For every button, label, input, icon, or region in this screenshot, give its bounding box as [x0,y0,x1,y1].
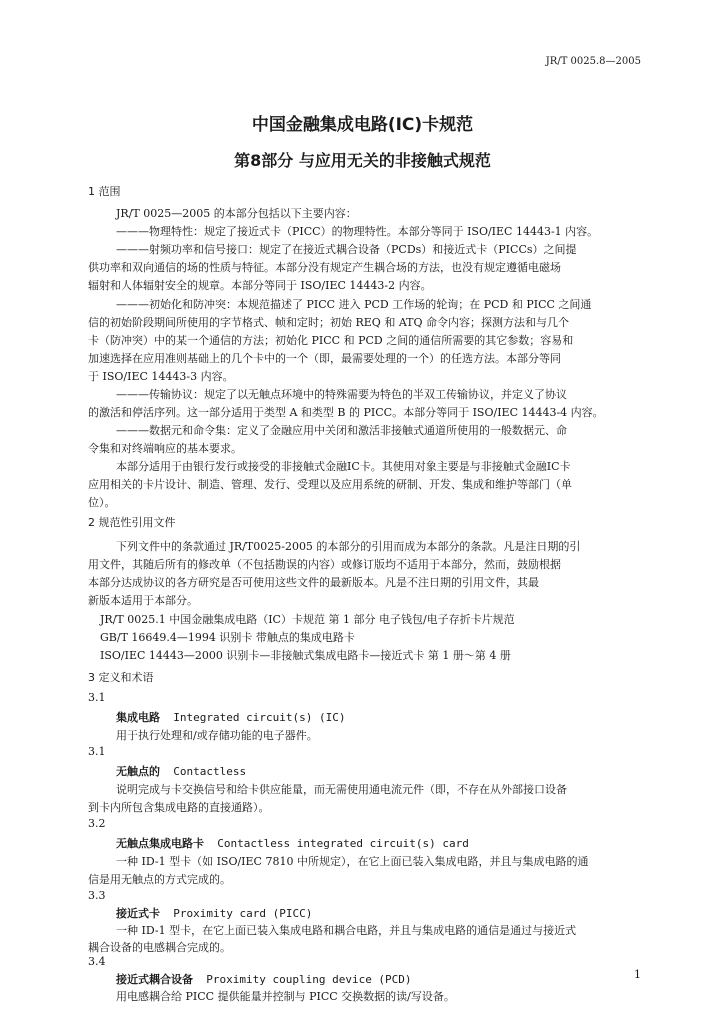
term-heading [116,905,312,921]
term-en: Proximity coupling device (PCD) [206,973,412,986]
section-1-line: ———初始化和防冲突：本规范描述了 PICC 进入 PCD 工作场的轮询；在 PCD 和 PICC 之间通 [116,298,592,311]
page-number: 1 [634,968,641,981]
term-heading [116,709,345,725]
section-2-line: 新版本适用于本部分。 [88,594,198,607]
section-2-line: 本部分达成协议的各方研究是否可使用这些文件的最新版本。凡是不注日期的引用文件，其最 [88,576,539,589]
section-1-line: 辐射和人体辐射安全的规章。本部分等同于 ISO/IEC 14443-2 内容。 [88,279,432,292]
section-1-line: 应用相关的卡片设计、制造、管理、发行、受理以及应用系统的研制、开发、集成和维护等部门（单 [88,478,572,491]
term-definition: 一种 ID-1 型卡，在它上面已装入集成电路和耦合电路，并且与集成电路的通信是通过与接近式 [116,924,577,937]
term-en: Proximity card (PICC) [173,907,313,920]
section-1-line: JR/T 0025—2005 的本部分包括以下主要内容： [116,207,357,220]
section-1-line: ———传输协议：规定了以无触点环境中的特殊需要为特色的半双工传输协议，并定义了协议 [116,388,567,401]
term-definition: 说明完成与卡交换信号和给卡供应能量，而无需使用通电流元件（即，不存在从外部接口设备 [116,783,567,796]
reference-item: GB/T 16649.4—1994 识别卡 带触点的集成电路卡 [100,631,355,644]
term-definition: 耦合设备的电感耦合完成的。 [88,941,231,954]
term-heading [116,971,412,987]
term-number: 3.3 [88,889,106,902]
section-1-line: ———数据元和命令集：定义了金融应用中关闭和激活非接触式通道所使用的一般数据元、命 [116,424,567,437]
term-cn: 集成电路 [116,711,160,724]
term-definition: 用电感耦合给 PICC 提供能量并控制与 PICC 交换数据的读/写设备。 [116,990,455,1003]
term-en: Integrated circuit(s) (IC) [173,711,346,724]
section-1-line: 位）。 [88,496,116,509]
section-1-line: 加速选择在应用准则基础上的几个卡中的一个（即，最需要处理的一个）的任选方法。本部分等同 [88,352,561,365]
term-number: 3.4 [88,955,106,968]
term-cn: 接近式卡 [116,907,160,920]
term-number: 3.1 [88,691,106,704]
section-1-line: 供功率和双向通信的场的性质与特征。本部分没有规定产生耦合场的方法，也没有规定遵循电磁场 [88,261,561,274]
term-definition: 一种 ID-1 型卡（如 ISO/IEC 7810 中所规定），在它上面已装入集成电路，并且与集成电路的通 [116,855,589,868]
section-1-line: 卡（防冲突）中的某一个通信的方法；初始化 PICC 和 PCD 之间的通信所需要的其它参数；容易和 [88,334,574,347]
reference-item: ISO/IEC 14443—2000 识别卡—非接触式集成电路卡—接近式卡 第 1 册～第 4 册 [100,649,511,662]
term-heading [116,835,469,851]
section-2-line: 用文件，其随后所有的修改单（不包括勘误的内容）或修订版均不适用于本部分，然而，鼓励根据 [88,558,561,571]
document-title: 中国金融集成电路(IC)卡规范 [251,115,474,135]
section-1-line: 于 ISO/IEC 14443-3 内容。 [88,370,234,383]
term-en: Contactless integrated circuit(s) card [217,837,469,850]
term-number: 3.1 [88,745,106,758]
standard-code: JR/T 0025.8—2005 [545,56,641,67]
term-definition: 用于执行处理和/或存储功能的电子器件。 [116,729,318,742]
section-2-heading: 2 规范性引用文件 [88,516,176,529]
term-cn: 接近式耦合设备 [116,973,193,986]
document-subtitle: 第8部分 与应用无关的非接触式规范 [234,151,491,170]
section-1-heading: 1 范围 [88,185,121,198]
term-cn: 无触点的 [116,765,160,778]
section-1-line: ———物理特性：规定了接近式卡（PICC）的物理特性。本部分等同于 ISO/IEC 14443-1 内容。 [116,225,599,238]
section-1-line: 的激活和停活序列。这一部分适用于类型 A 和类型 B 的 PICC。本部分等同于 ISO/IEC 14443-4 内容。 [88,406,604,419]
section-1-line: 信的初始阶段期间所使用的字节格式、帧和定时；初始 REQ 和 ATQ 命令内容；探测方法和与几个 [88,316,570,329]
section-2-line: 下列文件中的条款通过 JR/T0025-2005 的本部分的引用而成为本部分的条款。凡是注日期的引 [116,540,581,553]
term-definition: 信是用无触点的方式完成的。 [88,873,231,886]
term-definition: 到卡内所包含集成电路的直接通路）。 [88,801,270,814]
section-3-heading: 3 定义和术语 [88,671,154,684]
term-heading [116,763,246,779]
reference-item: JR/T 0025.1 中国金融集成电路（IC）卡规范 第 1 部分 电子钱包/电子存折卡片规范 [100,613,515,626]
term-cn: 无触点集成电路卡 [116,837,204,850]
section-1-line: ———射频功率和信号接口：规定了在接近式耦合设备（PCDs）和接近式卡（PICCs）之间提 [116,243,577,256]
term-number: 3.2 [88,817,106,830]
section-1-line: 本部分适用于由银行发行或接受的非接触式金融IC卡。其使用对象主要是与非接触式金融IC卡 [116,460,571,473]
section-1-line: 令集和对终端响应的基本要求。 [88,442,242,455]
term-en: Contactless [173,765,247,778]
